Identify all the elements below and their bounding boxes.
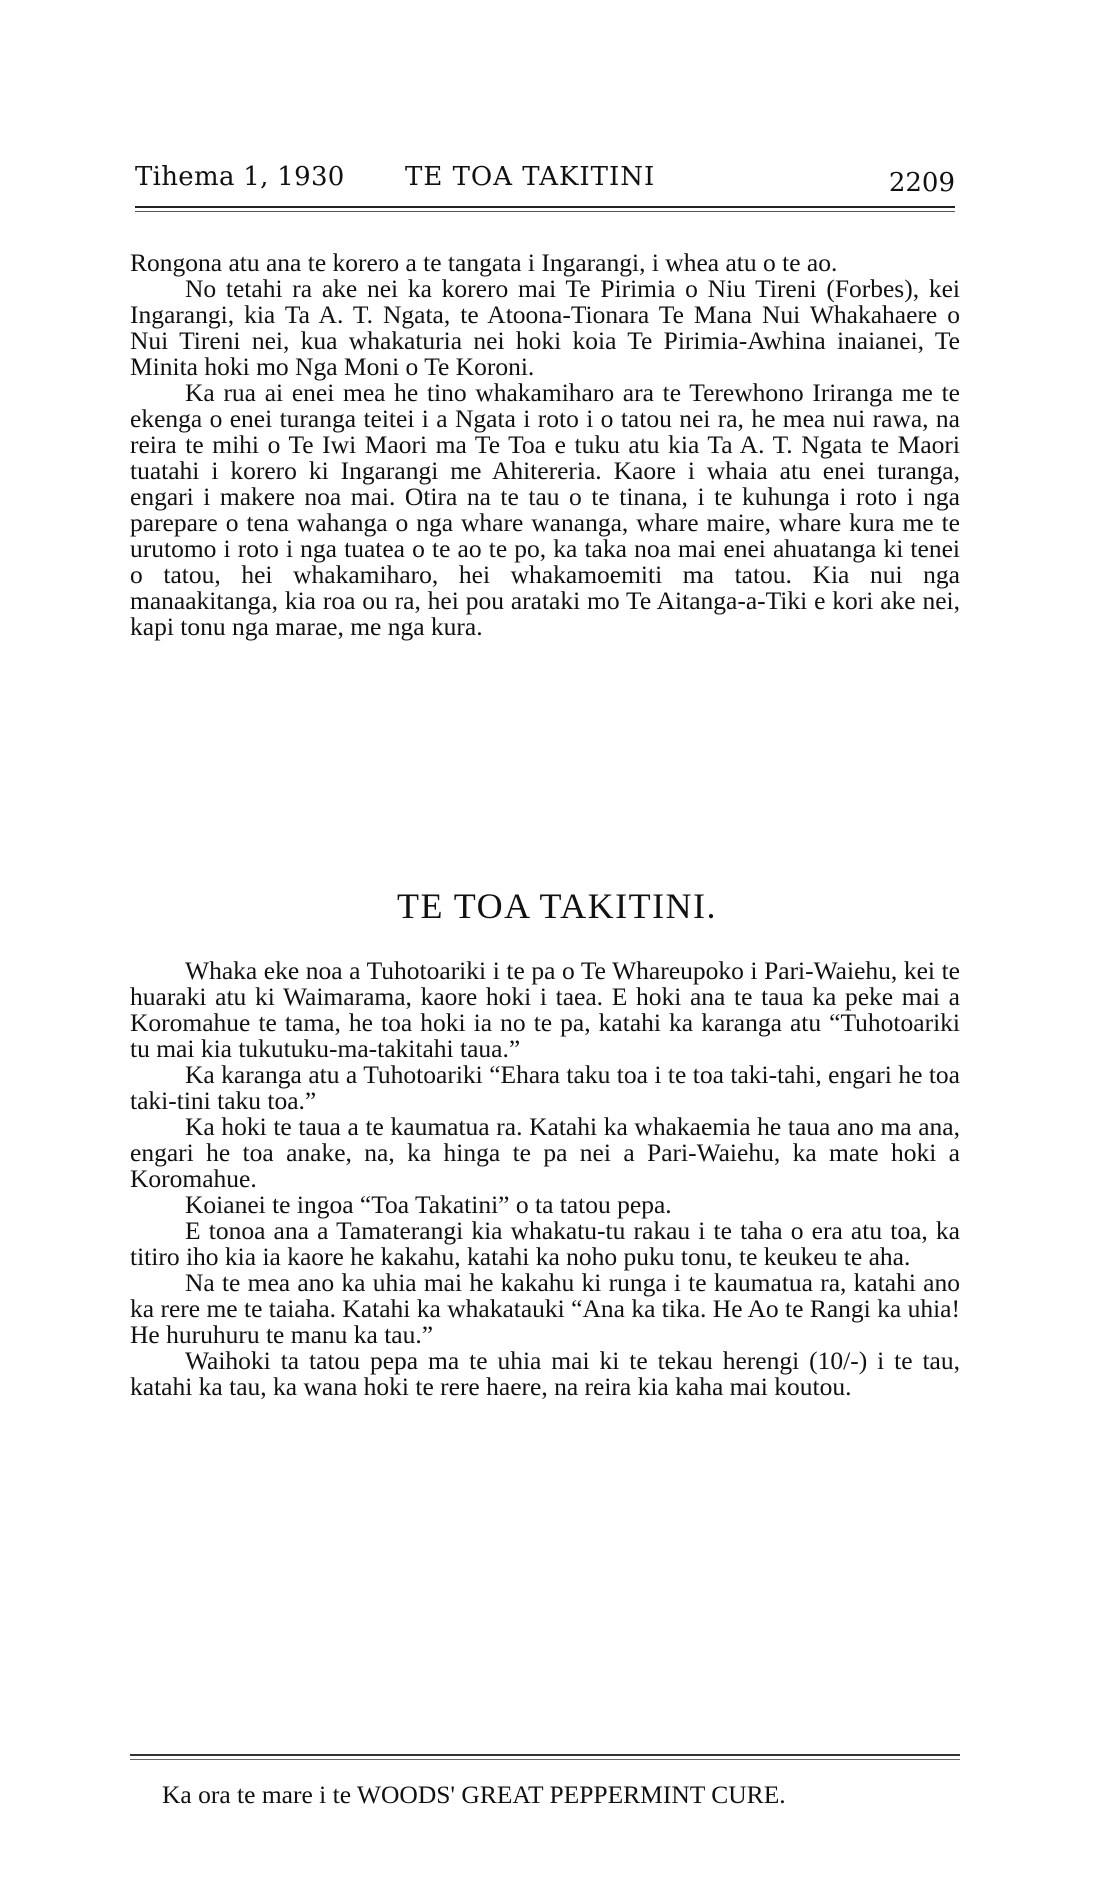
advertisement-text: Ka ora te mare i te WOODS' GREAT PEPPERMINT CURE. [162,1780,786,1809]
header-title: TE TOA TAKITINI [405,162,656,192]
paragraph: Waihoki ta tatou pepa ma te uhia mai ki te tekau herengi (10/-) i te tau, katahi ka tau, ka wana hoki te rere haere, na reira kia kaha mai koutou. [130,1346,960,1401]
header-rule-secondary [135,211,955,212]
paragraph: Whaka eke noa a Tuhotoariki i te pa o Te Whareupoko i Pari-Waiehu, kei te huaraki atu ki Waimarama, kaore hoki i taea. E hoki ana te taua ka peke mai a Koromahue te tama, he toa hoki ia no te pa, katahi ka karanga atu “Tuhotoariki tu mai kia tukutuku-ma-takitahi taua.” [130,956,960,1063]
header-rule [135,206,955,208]
paragraph: Ka rua ai enei mea he tino whakamiharo ara te Terewhono Iriranga me te ekenga o enei turanga teitei i a Ngata i roto i o tatou nei ra, he mea nui rawa, na reira te mihi o Te Iwi Maori ma Te Toa e tuku atu kia Ta A. T. Ngata te Maori tuatahi i korero ki Ingarangi me Ahitereria. Kaore i whaia atu enei turanga, engari i makere noa mai. Otira na te tau o te tinana, i te kuhunga i roto i nga parepare o tena wahanga o nga whare wananga, whare maire, whare kura me te urutomo i roto i nga tuatea o te ao te po, ka taka noa mai enei ahuatanga ki tenei o tatou, hei whakamiharo, hei whakamoemiti ma tatou. Kia nui nga manaakitanga, kia roa ou ra, hei pou arataki mo Te Aitanga-a-Tiki e kori ake nei, kapi tonu nga marae, me nga kura. [130,378,960,641]
header-date: Tihema 1, 1930 [135,162,345,192]
advertisement-line [130,1782,960,1808]
paragraph: Ka karanga atu a Tuhotoariki “Ehara taku toa i te toa taki-tahi, engari he toa taki-tini taku toa.” [130,1060,960,1115]
paragraph: Na te mea ano ka uhia mai he kakahu ki runga i te kaumatua ra, katahi ano ka rere me te taiaha. Katahi ka whakatauki “Ana ka tika. He Ao te Rangi ka uhia! He huruhuru te manu ka tau.” [130,1268,960,1349]
footer-rule [130,1754,960,1756]
paragraph: Rongona atu ana te korero a te tangata i Ingarangi, i whea atu o te ao. [130,248,838,277]
article-heading: TE TOA TAKITINI. [396,886,718,926]
running-header [135,162,955,202]
paragraph: E tonoa ana a Tamaterangi kia whakatu-tu rakau i te taha o era atu toa, ka titiro iho kia ia kaore he kakahu, katahi ka noho puku tonu, te keukeu te aha. [130,1216,960,1271]
article-premier-news [130,250,960,640]
paragraph: Koianei te ingoa “Toa Takatini” o ta tatou pepa. [185,1190,672,1219]
paragraph: Ka hoki te taua a te kaumatua ra. Katahi ka whakaemia he taua ano ma ana, engari he toa anake, na, ka hinga te pa nei a Pari-Waiehu, ka mate hoki a Koromahue. [130,1112,960,1193]
article-toa-takitini [130,958,960,1400]
footer-rule-secondary [130,1759,960,1760]
page-number: 2209 [888,168,955,198]
paragraph: No tetahi ra ake nei ka korero mai Te Pirimia o Niu Tireni (Forbes), kei Ingarangi, kia Ta A. T. Ngata, te Atoona-Tionara Te Mana Nui Whakahaere o Nui Tireni nei, kua whakaturia nei hoki koia Te Pirimia-Awhina inaianei, Te Minita hoki mo Nga Moni o Te Koroni. [130,274,960,381]
